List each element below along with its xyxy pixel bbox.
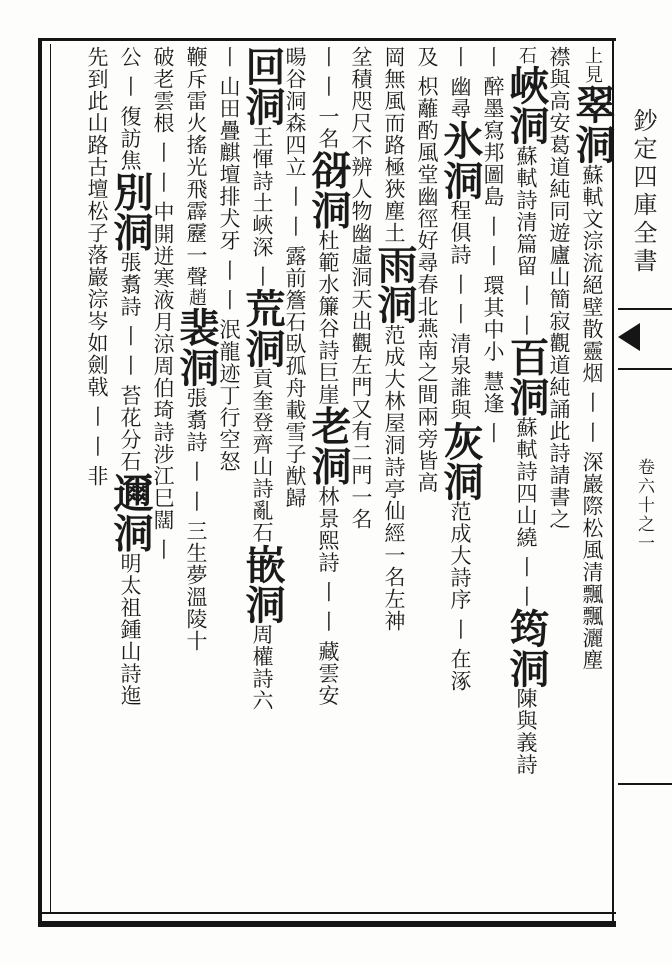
entry-text: 王惲詩土峽深 丨: [250, 126, 274, 288]
fishtail-bar-bottom: [618, 368, 672, 370]
entry-text: 蘇軾詩清篇留 丨 丨: [514, 145, 538, 337]
entry-text: 先到此山: [85, 46, 109, 134]
entry-text: 周權詩六: [250, 623, 274, 712]
entry-text: 丨 幽尋: [448, 46, 472, 120]
entry-heading: 百洞: [503, 336, 550, 417]
entry-text: 公 丨 復訪焦: [118, 46, 142, 172]
entry-heading: 嵌洞: [239, 543, 286, 624]
bottom-border-line: [38, 912, 616, 914]
running-title: 鈔定四庫全書: [629, 108, 657, 276]
entry-text: 明太祖鍾山詩迤: [118, 552, 142, 707]
entry-heading: 翠洞: [569, 84, 616, 164]
fore-edge-margin: [618, 38, 672, 924]
entry-text: 陳與義詩: [514, 687, 538, 776]
entry-text: 鞭斥雷火搖光飛霹靂一聲: [184, 46, 208, 288]
entry-text: 島 丨 丨 環其中: [481, 185, 505, 341]
entry-text: 破老雲根 丨 丨 中開迸寒液: [151, 46, 175, 312]
inner-border-line: [50, 44, 51, 914]
section-bar: [618, 783, 672, 785]
entry-heading: 別洞: [107, 171, 154, 252]
entry-text: 及 枳蘺: [415, 46, 439, 120]
entry-text: 岑如劍戟 丨 丨 非: [85, 310, 109, 488]
entry-heading: 雨洞: [371, 244, 418, 324]
entry-text: 岡無風而路極狹塵土: [382, 46, 406, 244]
entry-heading: 荒洞: [239, 287, 286, 368]
entry-text: 森四立 丨 丨 露前簷: [283, 112, 307, 312]
fishtail-bar-top: [618, 308, 672, 310]
entry-text: 丨 醉墨寫邦圖: [481, 46, 505, 186]
text-column: [77, 46, 117, 906]
entry-heading: 邇洞: [107, 472, 154, 553]
entry-text: 酌風堂幽徑好尋春: [415, 119, 439, 296]
entry-heading: 回洞: [239, 46, 286, 126]
entry-text: 程俱詩 丨 丨 清泉誰與: [448, 199, 472, 421]
entry-text: 襟與高安葛道純同遊廬山簡寂觀道純誦此詩請書之: [547, 46, 571, 530]
entry-heading: 老洞: [305, 405, 352, 486]
entry-heading: 峽洞: [503, 65, 550, 145]
entry-text: 蘇軾詩四山繞 丨 丨: [514, 416, 538, 608]
entry-text: 林景熙詩 丨 丨 藏雲安: [316, 485, 340, 707]
entry-text: 幽虛洞天出觀左門又有二門一名: [349, 222, 373, 530]
entry-text: 坌積咫尺不辨人物: [349, 46, 373, 222]
entry-heading: 氷洞: [437, 119, 484, 200]
entry-heading: 裴洞: [173, 307, 220, 387]
entry-heading: 灰洞: [437, 420, 484, 501]
entry-text: 蘇軾文淙流絕壁散靈烟 丨 丨 深巖際松風清飄飄灑塵: [580, 164, 604, 672]
entry-text: 排犬牙 丨 丨 泯龍迹: [217, 185, 241, 385]
entry-text: 杜範水簾谷詩巨崖: [316, 229, 340, 406]
entry-text: 范成大詩序 丨 在涿: [448, 500, 472, 693]
volume-mark: 卷六十之一: [634, 458, 654, 553]
entry-heading: 筠洞: [503, 607, 550, 688]
entry-text: 丁行空怒: [217, 384, 241, 473]
entry-text: 張翥詩 丨 丨 三生夢溫陵十: [184, 387, 208, 653]
entry-text: 北燕南之間兩旁皆高: [415, 295, 439, 494]
entry-text: 月涼周伯琦詩涉江巳闊 丨: [151, 311, 175, 561]
entry-text: 見: [582, 65, 603, 84]
entry-text: 石臥孤舟載雪子猷歸: [283, 311, 307, 510]
entry-text: 貢奎登齊山詩亂石: [250, 367, 274, 544]
entry-text: 暘谷洞: [283, 46, 307, 112]
fishtail-icon: [618, 323, 640, 351]
entry-text: 張翥詩 丨 丨 苔花分石: [118, 251, 142, 473]
entry-text: 范成大林屋洞詩亭仙經一名左神: [382, 324, 406, 632]
entry-text: 丨 丨 一名: [316, 46, 340, 150]
entry-heading: 谺洞: [305, 149, 352, 230]
page-border-right: [612, 38, 614, 924]
entry-text: 石: [516, 46, 537, 65]
entry-text: 小 慧逢 丨: [481, 340, 505, 445]
entry-text: 上: [582, 46, 603, 65]
entry-text: 趙: [186, 288, 207, 307]
entry-text: 丨 山田疊麒壇: [217, 46, 241, 186]
entry-text: 路古壇松子落巖淙: [85, 134, 109, 310]
